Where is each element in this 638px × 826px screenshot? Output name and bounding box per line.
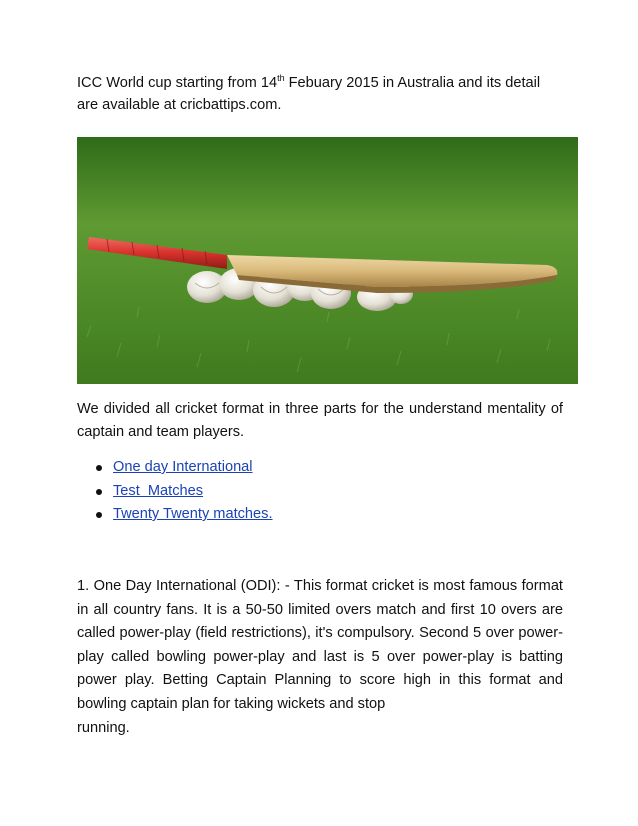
link-one-day-international[interactable]: One day International (113, 459, 253, 475)
bullet-icon (96, 465, 102, 471)
bullet-icon (96, 512, 102, 518)
intro-paragraph (77, 72, 563, 116)
intro-text-after: Febuary 2015 in Australia and its detail are available at cricbattips.com. (77, 75, 541, 113)
intro-superscript: th (277, 73, 285, 83)
cricket-photo (77, 137, 578, 384)
intro-text-before: ICC World cup starting from 14 (77, 75, 278, 91)
link-twenty-twenty-matches[interactable]: Twenty Twenty matches. (113, 506, 273, 522)
list-item (96, 480, 273, 504)
link-test-matches[interactable]: Test Matches (113, 482, 204, 499)
odi-paragraph-last-line: running. (77, 719, 130, 736)
odi-paragraph-body: 1. One Day International (ODI): - This format cricket is most famous format in all country fans. It is a 50-50 limited overs match and first 10 overs are called power-play (field restrictions), it's compulsory. Second 5 over power-play called bowling power-play and last is 5 over power-play is batting power play. Betting Captain Planning to score high in this format and bowling captain plan for taking wickets and stop (77, 578, 563, 712)
odi-paragraph (77, 575, 563, 740)
formats-intro-paragraph: We divided all cricket format in three parts for the understand mentality of captain and team players. (77, 401, 563, 440)
list-item (96, 456, 273, 480)
list-item (96, 503, 273, 527)
bullet-icon (96, 489, 102, 495)
formats-list (96, 456, 273, 527)
